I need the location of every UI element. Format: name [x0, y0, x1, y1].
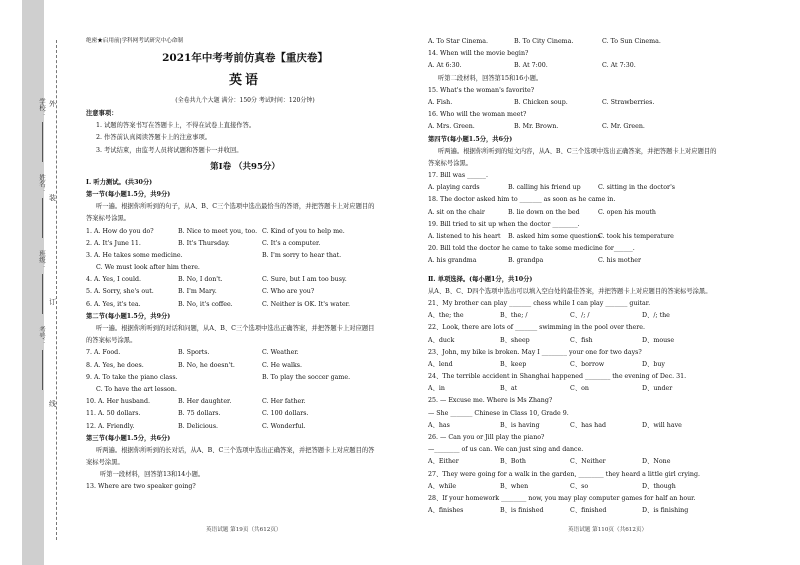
question-stem: 13. Where are two speaker going? — [86, 483, 196, 491]
name-field-line — [42, 198, 43, 238]
option-c: C、/; / — [570, 312, 590, 320]
option-a: 5. A. Sorry, she's out. — [86, 288, 154, 296]
option-b: B. It's Thursday. — [178, 239, 230, 247]
option-a: 3. A. He takes some medicine. — [86, 251, 183, 259]
school-label: 学校： — [38, 98, 46, 118]
option-a: A. To Star Cinema. — [428, 38, 489, 45]
option-c: C、so — [570, 482, 589, 490]
question-stem: 24、The terrible accident in Shanghai happened ________ the evening of Dec. 31. — [428, 373, 687, 381]
option-c: C. To have the art lesson. — [96, 385, 177, 393]
question-stem: 18. The doctor asked him to _______ as soon as he came in. — [428, 196, 616, 204]
section-heading: Ⅰ. 听力测试。(共30分) — [86, 178, 153, 186]
option-a: 7. A. Food. — [86, 349, 121, 357]
option-c: C. At 7:30. — [602, 62, 636, 70]
option-c: C、fish — [570, 336, 593, 344]
option-a: A、in — [428, 385, 445, 393]
question-row — [86, 299, 404, 311]
listening-note: 听第一段材料，回答第13和14小题。 — [100, 471, 205, 479]
question-row — [86, 421, 404, 433]
option-a: A. Mrs. Green. — [428, 123, 475, 131]
question-stem: 28、If your homework ________ now, you may play computer games for half an hour. — [428, 494, 696, 502]
question-row — [428, 182, 768, 194]
option-c: C. took his temperature — [598, 233, 674, 240]
question-stem: 19. Bill tried to sit up when the doctor ________. — [428, 220, 580, 228]
question-row — [428, 121, 768, 133]
option-a: A、lend — [428, 360, 453, 368]
notes-title: 注意事项： — [86, 110, 118, 117]
option-c: C. Kind of you to help me. — [262, 227, 345, 235]
option-c: C. Her father. — [262, 398, 306, 406]
option-c: C. his mother — [598, 257, 641, 265]
option-b: B. 75 dollars. — [178, 410, 221, 418]
instruction-text: 听两遍。根据你所听到的长对话，从A、B、C三个选项中选出正确答案，并把答题卡上对应题目的答 — [96, 446, 375, 454]
question-row — [428, 60, 768, 72]
option-c: C. To Sun Cinema. — [602, 38, 661, 45]
option-b: B、is finished — [500, 507, 544, 515]
question-stem: 20. Bill told the doctor he came to take some medicine for______. — [428, 245, 635, 253]
option-a: A. his grandma — [428, 257, 477, 265]
question-row — [428, 36, 768, 48]
seal-char: 订 — [49, 298, 56, 306]
seal-dashed-line — [56, 40, 57, 540]
question-stem: — She _______ Chinese in Class 10, Grade 9. — [428, 409, 569, 417]
page-footer-left: 英语试题 第19页（共612页） — [206, 527, 282, 533]
question-row — [86, 238, 404, 250]
question-stem: —________ of us can. We can just sing and dance. — [428, 446, 584, 454]
exam-meta: (全卷共九个大题 满分：150分 考试时间：120分钟) — [175, 97, 315, 104]
name-label: 姓名： — [38, 174, 46, 194]
question-row — [428, 359, 768, 371]
option-b: B、at — [500, 385, 518, 393]
instruction-text: 的答案标号涂黑。 — [86, 337, 137, 345]
question-row — [86, 347, 404, 359]
instruction-text: 听两遍。根据你所听到的短文内容，从A、B、C三个选项中选出正确答案，并把答题卡上对应题目的 — [438, 147, 717, 155]
question-stem: 21、My brother can play _______ chess while I can play _______ guitar. — [428, 299, 651, 307]
option-c: C、borrow — [570, 360, 605, 368]
option-c: C、finished — [570, 507, 607, 515]
option-b: B、keep — [500, 360, 527, 368]
option-d: D、/; the — [642, 312, 670, 320]
option-b: B. I'm sorry to hear that. — [262, 251, 342, 259]
option-a: A、duck — [428, 336, 455, 344]
option-d: D、buy — [642, 360, 665, 368]
option-b: B、Both — [500, 458, 526, 466]
note-item: 1. 试题的答案书写在答题卡上，不得在试卷上直接作答。 — [96, 122, 256, 130]
option-a: 11. A. 50 dollars. — [86, 410, 141, 418]
option-a: 6. A. Yes, it's tea. — [86, 300, 141, 308]
subsection-heading: 第四节(每小题1.5分，共6分) — [428, 135, 513, 143]
option-b: B. At 7:00. — [514, 62, 548, 70]
exam-number-label: 考号： — [38, 326, 46, 346]
question-stem: 25. — Excuse me. Where is Ms Zhang? — [428, 397, 553, 405]
option-c: C. Weather. — [262, 349, 299, 357]
option-b: B、is having — [500, 421, 540, 429]
option-b: B、the; / — [500, 312, 528, 320]
question-row — [428, 255, 768, 267]
option-a: 8. A. Yes, he does. — [86, 361, 144, 369]
section-heading: Ⅱ. 单项选择。(每小题1分，共10分) — [428, 275, 533, 283]
question-row — [428, 97, 768, 109]
option-c: C. We must look after him there. — [96, 264, 200, 272]
question-row — [86, 286, 404, 298]
listening-note: 听第二段材料，回答第15和16小题。 — [438, 74, 543, 82]
instruction-text: 从A、B、C、D四个选项中选出可以填入空白处的最佳答案，并把答题卡上对应题目的答案标号涂黑。 — [428, 287, 712, 295]
binding-sidebar — [0, 0, 70, 565]
option-c: C、has had — [570, 421, 606, 429]
option-c: C. sitting in the doctor's — [598, 184, 676, 192]
question-row — [428, 207, 768, 219]
option-b: B. To play the soccer game. — [262, 373, 351, 381]
option-b: B. No, it's coffee. — [178, 300, 233, 308]
school-field-line — [42, 122, 43, 162]
instruction-text: 案标号涂黑。 — [86, 459, 124, 467]
seal-char: 线 — [49, 400, 56, 408]
option-a: A、has — [428, 421, 450, 429]
option-c: C. Who are you? — [262, 288, 315, 296]
option-d: D、will have — [642, 421, 682, 429]
option-c: C. open his mouth — [598, 208, 656, 216]
option-c: C. It's a computer. — [262, 239, 321, 247]
question-stem: 27、They were going for a walk in the garden, ________ they heard a little girl crying. — [428, 470, 700, 478]
question-row — [428, 420, 768, 432]
option-b: B. Delicious. — [178, 422, 219, 430]
option-c: C、Neither — [570, 458, 606, 466]
option-a: 9. A. To take the piano class. — [86, 373, 178, 381]
seal-char: 装 — [49, 194, 56, 202]
option-b: B. Chicken soup. — [514, 98, 568, 106]
question-row — [428, 505, 768, 517]
seal-char: 外 — [49, 100, 56, 108]
option-b: B. grandpa — [508, 257, 544, 265]
subsection-heading: 第一节(每小题1.5分，共9分) — [86, 190, 171, 198]
option-b: B. No, he doesn't. — [178, 361, 235, 369]
option-b: B、sheep — [500, 336, 530, 344]
question-row — [428, 310, 768, 322]
option-d: D、though — [642, 482, 676, 490]
question-row — [428, 231, 768, 243]
option-b: B、when — [500, 482, 529, 490]
exam-title: 2021年中考考前仿真卷【重庆卷】 — [162, 52, 328, 64]
left-column — [86, 36, 404, 494]
option-c: C. He walks. — [262, 361, 303, 369]
question-stem: 16. Who will the woman meet? — [428, 111, 527, 119]
option-b: B. To City Cinema. — [514, 38, 574, 45]
option-a: A、finishes — [428, 507, 464, 515]
question-row — [86, 226, 404, 238]
question-stem: 15. What's the woman's favorite? — [428, 86, 535, 94]
note-item: 3. 考试结束，由监考人员将试题和答题卡一并收回。 — [96, 146, 243, 154]
subject-title: 英语 — [228, 73, 261, 88]
option-b: B. calling his friend up — [508, 184, 581, 192]
option-c: C. 100 dollars. — [262, 410, 309, 418]
instruction-text: 听一遍。根据你所听到的对话和问题，从A、B、C三个选项中选出正确答案，并把答题卡上对应题目 — [96, 325, 375, 332]
option-a: A、Either — [428, 458, 459, 466]
option-d: D、under — [642, 385, 673, 393]
question-row — [86, 408, 404, 420]
instruction-text: 答案标号涂黑。 — [86, 215, 131, 223]
question-stem: 14. When will the movie begin? — [428, 50, 529, 58]
option-b: B. lie down on the bed — [508, 208, 580, 216]
option-d: D、mouse — [642, 336, 675, 344]
question-row — [428, 456, 768, 468]
question-stem: 26. — Can you or Jill play the piano? — [428, 434, 545, 441]
option-d: D、None — [642, 458, 671, 466]
option-b: B. I'm Mary. — [178, 288, 217, 296]
option-b: B. asked him some questions — [508, 233, 601, 240]
option-a: A. Fish. — [428, 98, 453, 106]
option-c: C. Wonderful. — [262, 422, 306, 430]
option-a: A. listened to his heart — [428, 233, 501, 240]
option-a: A. At 6:30. — [428, 62, 462, 70]
option-a: A. playing cards — [428, 184, 480, 192]
right-column — [428, 36, 768, 517]
option-b: B. Sports. — [178, 349, 210, 357]
subsection-heading: 第三节(每小题1.5分，共6分) — [86, 434, 171, 442]
question-stem: 22、Look, there are lots of _______ swimming in the pool over there. — [428, 324, 645, 332]
option-a: A、while — [428, 482, 457, 490]
confidential-note: 绝密★启用前|学科网考试研究中心命制 — [86, 38, 183, 44]
option-a: 10. A. Her husband. — [86, 398, 151, 406]
question-row — [86, 250, 404, 262]
option-a: 2. A. It's June 11. — [86, 239, 141, 247]
option-a: A. sit on the chair — [428, 208, 485, 216]
option-b: B. Mr. Brown. — [514, 123, 559, 131]
option-a: A、the; the — [428, 312, 464, 320]
class-field-line — [42, 274, 43, 314]
question-row — [86, 274, 404, 286]
option-b: B. Nice to meet you, too. — [178, 227, 258, 235]
option-c: C. Mr. Green. — [602, 123, 645, 131]
option-d: D、is finishing — [642, 507, 689, 515]
class-label: 班级： — [38, 250, 46, 270]
option-a: 4. A. Yes, I could. — [86, 276, 142, 284]
option-c: C、on — [570, 385, 589, 393]
option-a: 12. A. Friendly. — [86, 422, 135, 430]
option-a: 1. A. How do you do? — [86, 227, 154, 235]
option-c: C. Sure, but I am too busy. — [262, 276, 347, 284]
question-row — [86, 360, 404, 372]
option-b: B. Her daughter. — [178, 398, 232, 406]
option-c: C. Neither is OK. It's water. — [262, 300, 350, 308]
question-row — [428, 383, 768, 395]
part-title: 第Ⅰ卷 （共95分） — [210, 161, 280, 172]
question-stem: 23、John, my bike is broken. May I ________ your one for two days? — [428, 348, 642, 356]
question-row — [86, 396, 404, 408]
option-c: C. Strawberries. — [602, 98, 655, 106]
question-stem: 17. Bill was ______. — [428, 172, 488, 180]
question-row — [428, 335, 768, 347]
exam-number-field-line — [42, 350, 43, 390]
option-b: B. No, I don't. — [178, 276, 223, 284]
question-row — [428, 481, 768, 493]
subsection-heading: 第二节(每小题1.5分，共9分) — [86, 312, 171, 320]
note-item: 2. 作答前认真阅读答题卡上的注意事项。 — [96, 134, 212, 142]
instruction-text: 答案标号涂黑。 — [428, 159, 473, 167]
instruction-text: 听一遍。根据你所听到的句子，从A、B、C三个选项中选出最恰当的答语，并把答题卡上对应题目的 — [96, 203, 375, 211]
question-row — [86, 372, 404, 384]
page-footer-right: 英语试题 第110页（共612页） — [568, 527, 648, 533]
